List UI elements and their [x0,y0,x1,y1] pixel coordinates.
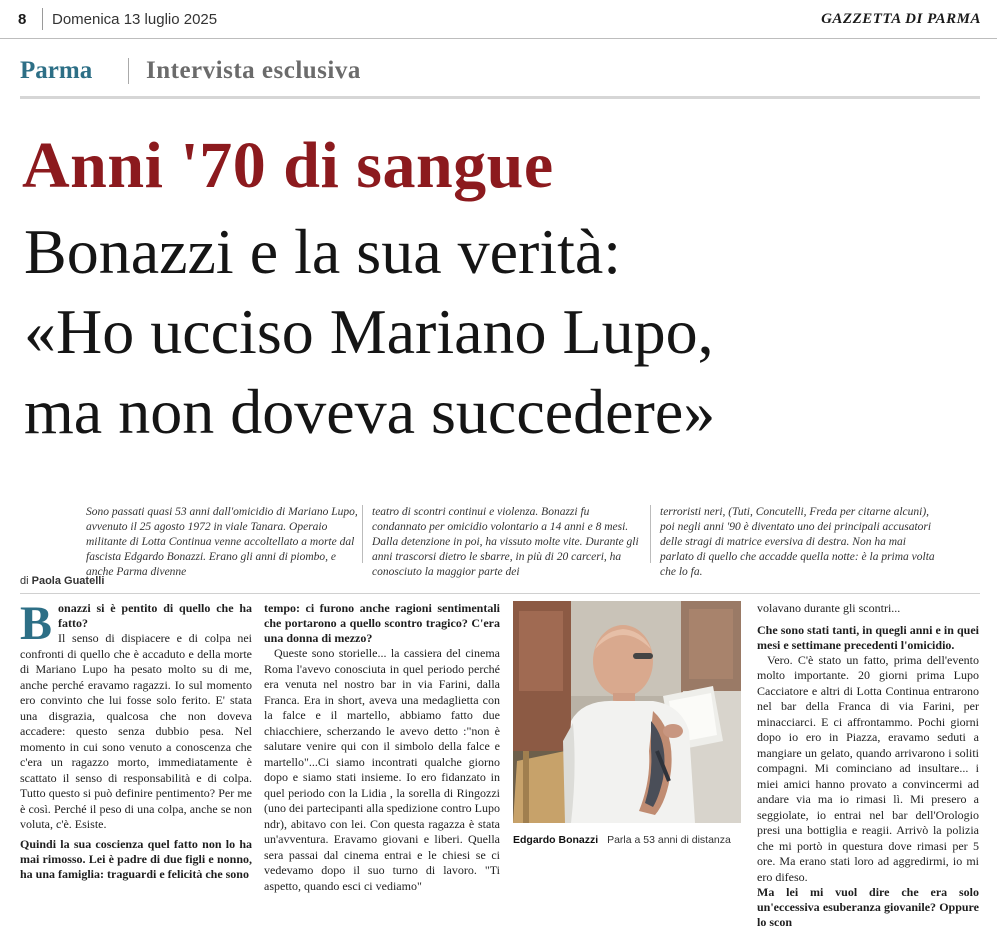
photo-illustration [513,601,741,823]
article-column-1 [20,597,252,881]
byline-prefix: di [20,575,29,587]
headline-line: «Ho ucciso Mariano Lupo, [24,296,714,367]
summary-column-3: terroristi neri, (Tuti, Concutelli, Freda per citarne alcuni), poi negli anni '90 è diventato uno dei principali accusatori delle stragi di matrice eversiva di destra. Non ha mai parlato di quello che accadde quella notte: è la prima volta che lo fa. [660,506,935,578]
drop-cap: B [20,597,53,650]
section-rule [20,96,980,99]
article-column-2 [264,601,500,893]
section-divider [128,58,129,84]
column-rule [20,593,980,594]
page-header [0,0,997,39]
interview-question: tempo: ci furono anche ragioni sentimentali che portarono a quello scontro tragico? C'era una donna di mezzo? [264,601,500,645]
newspaper-masthead: GAZZETTA DI PARMA [821,11,981,27]
issue-date: Domenica 13 luglio 2025 [52,11,218,28]
headline-line: Bonazzi e la sua verità: [24,216,622,287]
subsection-name: Intervista esclusiva [146,57,361,84]
article-column-3 [757,601,979,929]
interview-answer: Il senso di dispiacere e di colpa nei confronti di quello che è accaduto e della morte di Mariano Lupo ha pesato molto su di me, anche perché eravamo ragazzi. Io sul momento ero convinto che lui fosse solo ferito. E' stata una disgrazia, qualcosa che non doveva accadere: questo senza dubbio pesa. Nel momento in cui sono venuto a conoscenza che c'era un ragazzo morto, immediatamente è scattato il senso di responsabilità e di colpa. Tutto questo si può definire pentimento? Per me è così. Perché il peso di una colpa, anche se non voluta, c'è. Esiste. [20,631,252,831]
interview-question: Ma lei mi vuol dire che era solo un'eccessiva esuberanza giovanile? Oppure lo scon [757,885,979,929]
photo-caption-text: Parla a 53 anni di distanza [607,834,731,846]
interview-answer: Queste sono storielle... la cassiera del cinema Roma l'avevo conosciuta in quel periodo perché era venuta nel nostro bar in via Farini, dalla Franca. Era in short, aveva una medaglietta con la falce e il martello, abbiamo fatto due chiacchiere, scherzando le avevo detto :"non è salutare venire qui con il simbolo della falce e martello"...Ci siamo incontrati qualche giorno dopo e siamo stati insieme. Io ero fidanzato in quel periodo con la Lidia , la sorella di Ringozzi (uno dei partecipanti alla spedizione contro Lupo ndr), abitavo con lei. Con questa ragazza è stata un'avventura. Eravamo giovani e liberi. Quella sera passai dal cinema entrai e le chiesi se ci vedevamo dopo il suo turno di lavoro. "Ti aspetto, quando esci ci vediamo" [264,646,500,893]
interview-question: onazzi si è pentito di quello che ha fatto? [58,601,252,630]
headline-line: ma non doveva succedere» [24,376,716,447]
page-number: 8 [18,11,27,28]
summary-divider [362,505,363,563]
summary-column-2: teatro di scontri continui e violenza. Bonazzi fu condannato per omicidio volontario a 14 anni e 8 mesi. Dalla detenzione in poi, ha vissuto molte vite. Durante gli anni trascorsi dietro le sbarre, in più di 20 carceri, ha conosciuto la maggior parte dei [372,506,639,578]
article-headline [24,212,984,452]
interview-answer: volavano durante gli scontri... [757,601,901,615]
summary-divider [650,505,651,563]
summary-column-1: Sono passati quasi 53 anni dall'omicidio di Mariano Lupo, avvenuto il 25 agosto 1972 in viale Tanara. Operaio militante di Lotta Continua venne accoltellato a morte dal fascista Edgardo Bonazzi. Erano gli anni di piombo, e anche Parma divenne [86,506,358,578]
photo-caption [513,834,731,846]
interview-answer: Vero. C'è stato un fatto, prima dell'evento molto importante. 20 giorni prima Lupo Cacciatore e altri di Lotta Continua entrarono nel bar della Franca di via Farini, per minacciarci. E ci affrontammo. Pochi giorni dopo io ero in Piazza, eravamo seduti a mangiare un gelato, quando arrivarono i soliti compagni. Mi cominciano ad insultare... i miei amici hanno provato a convincermi ad andare via ma io rimasi lì. Mi presero a seggiolate, io entrai nel bar dell'Orologio presi una bottiglia e reagii. Arrivò la polizia che mi portò in questura dove rimasi per 5 ore. Ma erano stati loro ad aggredirmi, io mi ero difeso. [757,652,979,884]
section-row [0,52,997,92]
article-kicker: Anni '70 di sangue [22,129,554,202]
byline-author: Paola Guatelli [31,575,105,587]
interview-question: Quindi la sua coscienza quel fatto non lo ha mai rimosso. Lei è padre di due figli e nonno, ha una famiglia: traguardi e felicità che sono [20,836,252,881]
article-photo [513,601,741,823]
interview-question: Che sono stati tanti, in quegli anni e in quei mesi e settimane precedenti l'omicidio. [757,622,979,652]
section-name: Parma [20,57,93,84]
photo-caption-name: Edgardo Bonazzi [513,834,599,846]
byline [20,575,104,587]
header-divider [42,8,43,30]
